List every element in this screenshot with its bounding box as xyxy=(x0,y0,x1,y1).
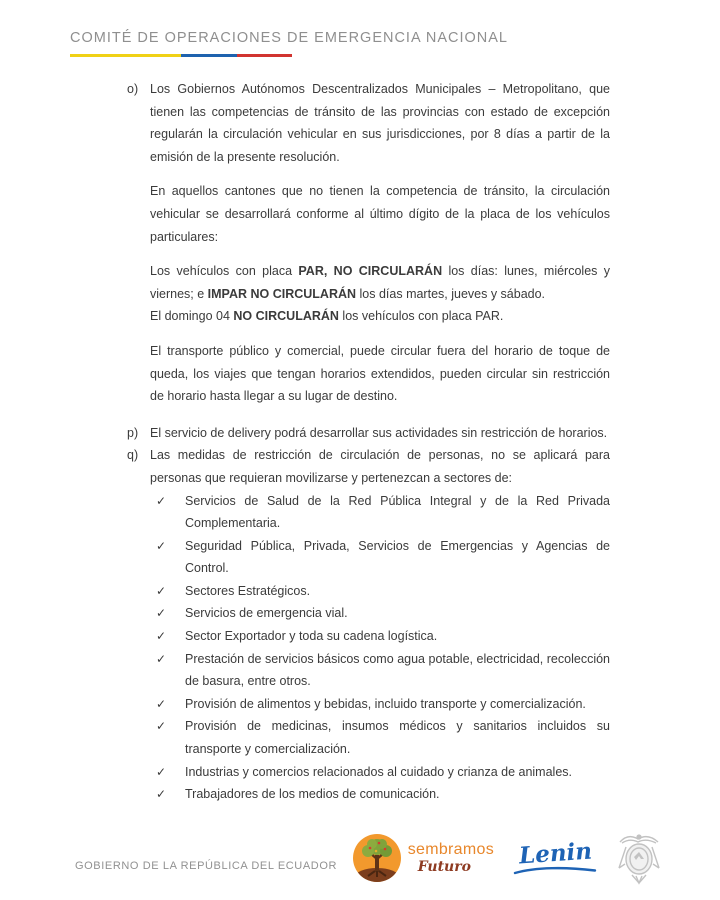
checklist-item xyxy=(150,783,610,806)
checklist-item-text: Provisión de medicinas, insumos médicos y sanitarios incluidos su transporte y comercialización. xyxy=(185,719,610,757)
check-icon: ✓ xyxy=(156,787,167,802)
check-icon: ✓ xyxy=(156,606,167,621)
check-icon: ✓ xyxy=(156,719,167,734)
footer-logos xyxy=(352,830,662,886)
checklist-item xyxy=(150,580,610,603)
paragraph-delivery: El servicio de delivery podrá desarrollar sus actividades sin restricción de horarios. xyxy=(150,425,608,440)
check-icon: ✓ xyxy=(156,629,167,644)
checklist-item xyxy=(150,693,610,716)
list-item-q xyxy=(127,444,610,806)
check-icon: ✓ xyxy=(156,651,167,666)
item-q-label: q) xyxy=(127,448,139,463)
check-icon: ✓ xyxy=(156,493,167,508)
page-title: COMITÉ DE OPERACIONES DE EMERGENCIA NACIONAL xyxy=(70,30,508,46)
checklist-item-text: Industrias y comercios relacionados al cuidado y crianza de animales. xyxy=(185,764,572,779)
document-footer xyxy=(0,828,720,900)
sembramos-futuro-logo xyxy=(352,833,494,883)
paragraph-restriccion-personas: Las medidas de restricción de circulación de personas, no se aplicará para personas que requieran movilizarse y pertenezcan a sectores de: xyxy=(150,448,610,485)
paragraph-transporte-publico: El transporte público y comercial, puede circular fuera del horario de toque de queda, los viajes que tengan horarios extendidos, pueden circular sin restricción de horario hasta llegar a su lugar de destino. xyxy=(150,343,610,404)
checklist-item xyxy=(150,625,610,648)
paragraph-gad-municipales: Los Gobiernos Autónomos Descentralizados Municipales – Metropolitano, que tienen las competencias de tránsito de las provincias con estado de excepción regularán la circulación vehicular en sus jurisdicciones, por 8 días a partir de la emisión de la presente resolución. xyxy=(150,82,610,164)
ecuador-flag-divider xyxy=(70,54,292,57)
checklist-item-text: Servicios de emergencia vial. xyxy=(185,606,348,621)
checklist-item-text: Sector Exportador y toda su cadena logística. xyxy=(185,629,438,644)
lenin-signature-text: Lenin xyxy=(517,836,593,870)
checklist-item-text: Seguridad Pública, Privada, Servicios de Emergencias y Agencias de Control. xyxy=(185,538,610,576)
futuro-word: Futuro xyxy=(417,859,471,875)
checklist-item xyxy=(150,715,610,760)
checklist-item-text: Provisión de alimentos y bebidas, incluido transporte y comercialización. xyxy=(185,696,586,711)
paragraph-placas-par-impar: Los vehículos con placa PAR, NO CIRCULARÁN los días: lunes, miércoles y viernes; e IMPAR NO CIRCULARÁN los días martes, jueves y sábado. El domingo 04 NO CIRCULARÁN los vehículos con placa PAR. xyxy=(150,264,610,324)
tree-icon xyxy=(352,833,402,883)
checklist-item xyxy=(150,602,610,625)
checklist-item xyxy=(150,490,610,535)
checklist-item-text: Trabajadores de los medios de comunicación. xyxy=(185,787,440,802)
lenin-signature-logo xyxy=(512,836,598,875)
document-body xyxy=(127,78,610,806)
paragraph-cantones: En aquellos cantones que no tienen la competencia de tránsito, la circulación vehicular se desarrollará conforme al último dígito de la placa de los vehículos particulares: xyxy=(150,184,610,244)
item-p-label: p) xyxy=(127,425,139,440)
checklist-item xyxy=(150,648,610,693)
item-o-label: o) xyxy=(127,82,139,96)
list-item-o xyxy=(127,78,610,408)
check-icon: ✓ xyxy=(156,583,167,598)
checklist-item xyxy=(150,761,610,784)
government-label: GOBIERNO DE LA REPÚBLICA DEL ECUADOR xyxy=(75,860,338,872)
checklist-item xyxy=(150,535,610,580)
list-item-p xyxy=(127,422,610,445)
flag-blue-segment xyxy=(181,54,237,57)
exempt-sectors-checklist xyxy=(150,490,610,806)
check-icon: ✓ xyxy=(156,764,167,779)
check-icon: ✓ xyxy=(156,538,167,553)
checklist-item-text: Sectores Estratégicos. xyxy=(185,583,311,598)
flag-yellow-segment xyxy=(70,54,181,57)
ecuador-coat-of-arms-icon xyxy=(616,830,662,886)
checklist-item-text: Prestación de servicios básicos como agua potable, electricidad, recolección de basura, entre otros. xyxy=(185,651,610,689)
flag-red-segment xyxy=(237,54,293,57)
checklist-item-text: Servicios de Salud de la Red Pública Integral y de la Red Privada Complementaria. xyxy=(185,493,610,531)
sembramos-word: sembramos xyxy=(407,841,494,858)
check-icon: ✓ xyxy=(156,696,167,711)
sembramos-wordmark xyxy=(408,842,494,874)
document-header xyxy=(70,30,508,57)
